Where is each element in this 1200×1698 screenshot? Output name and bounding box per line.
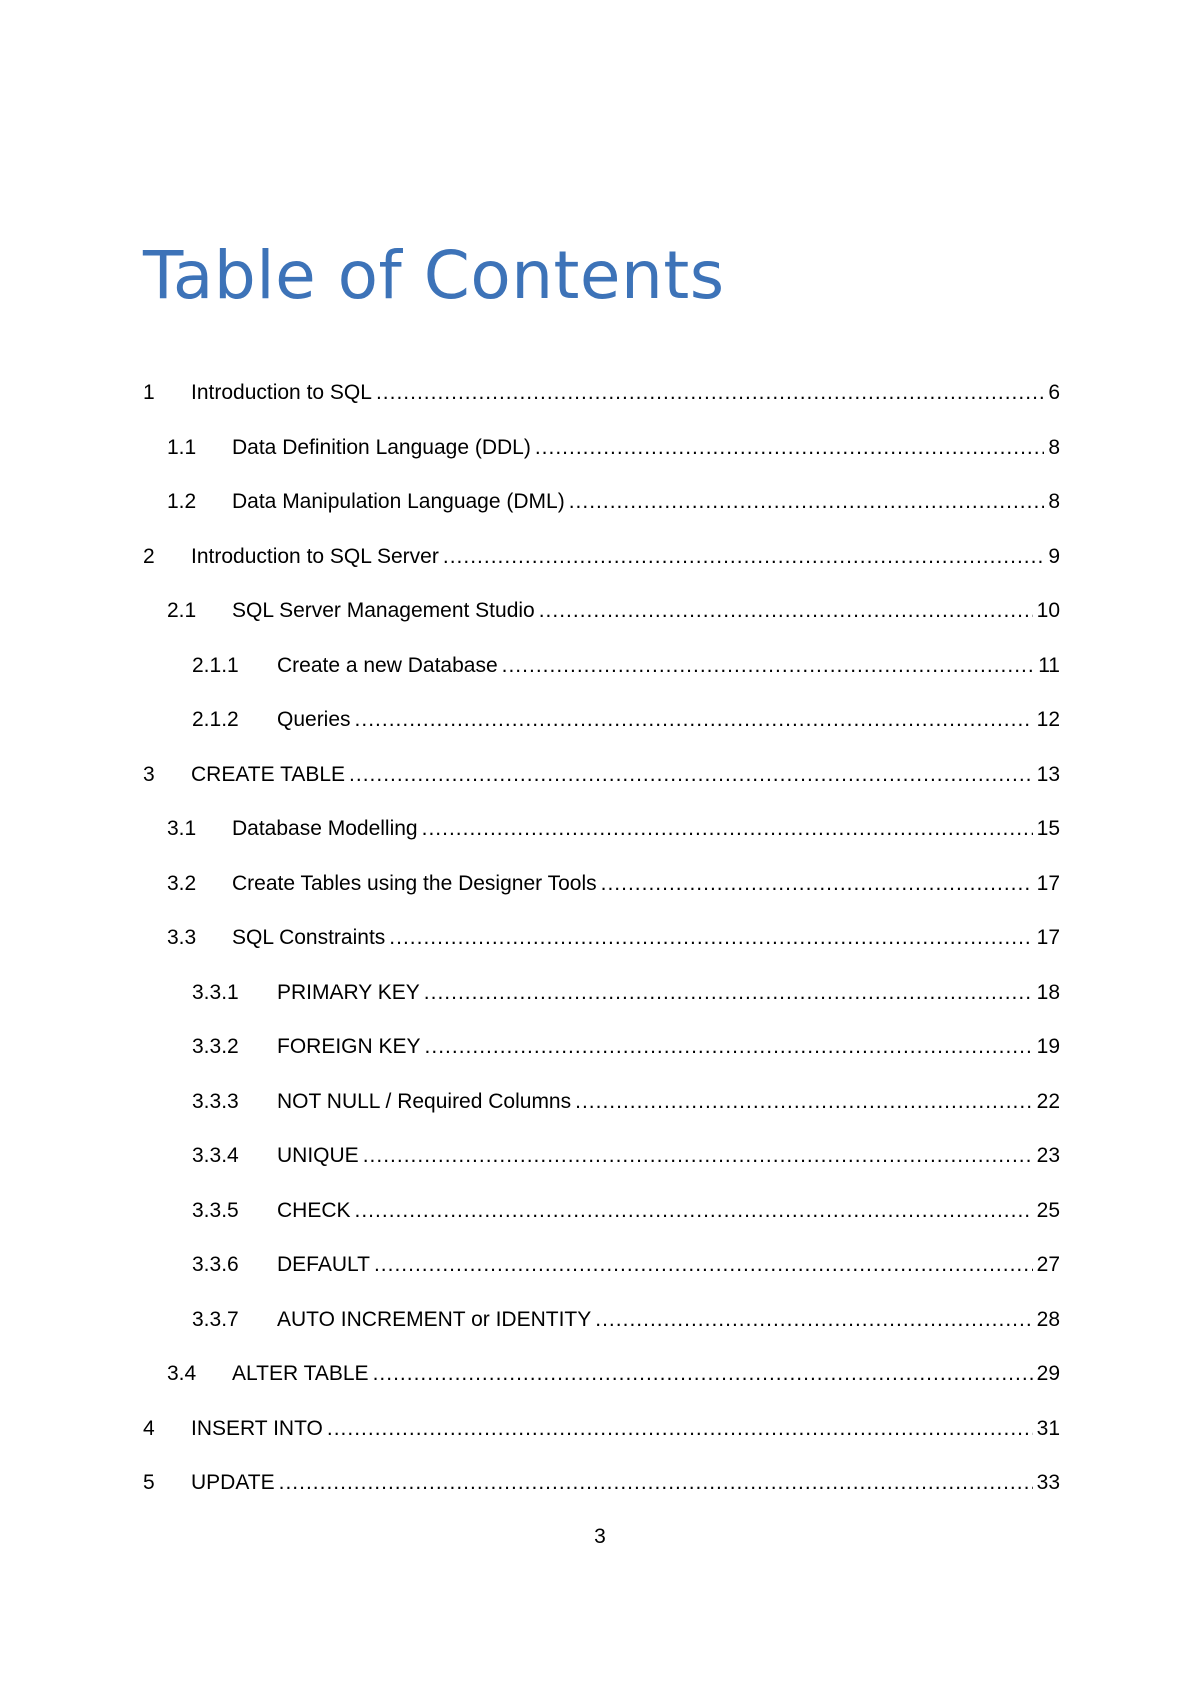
toc-entry-page: 9 [1048, 544, 1060, 568]
toc-entry-number: 3.1 [167, 817, 197, 841]
dot-leader [373, 1362, 1033, 1386]
toc-entry-page: 17 [1036, 926, 1060, 950]
toc-entry-body [277, 1199, 1060, 1223]
dot-leader [601, 872, 1033, 896]
toc-entry[interactable] [143, 1020, 1060, 1075]
toc-entry-body [232, 599, 1060, 623]
toc-entry-body [232, 436, 1060, 460]
toc-entry-number: 3 [143, 762, 155, 786]
toc-entry-body [232, 817, 1060, 841]
toc-entry-body [191, 1417, 1060, 1441]
toc-entry[interactable] [143, 1129, 1060, 1184]
dot-leader [363, 1144, 1033, 1168]
toc-entry-number: 3.3 [167, 926, 197, 950]
toc-entry-body [232, 926, 1060, 950]
dot-leader [424, 981, 1033, 1005]
dot-leader [443, 545, 1044, 569]
toc-entry-label: INSERT INTO [191, 1416, 323, 1440]
dot-leader [535, 436, 1044, 460]
toc-entry-number: 3.3.6 [192, 1253, 239, 1277]
dot-leader [374, 1253, 1033, 1277]
toc-entry-page: 11 [1038, 653, 1060, 677]
toc-entry-number: 2.1.2 [192, 708, 239, 732]
toc-entry-page: 29 [1036, 1362, 1060, 1386]
toc-entry-number: 3.3.1 [192, 980, 239, 1004]
toc-entry-label: Database Modelling [232, 817, 418, 841]
toc-entry-page: 8 [1048, 490, 1060, 514]
toc-entry-page: 17 [1036, 871, 1060, 895]
toc-entry-number: 3.4 [167, 1362, 197, 1386]
toc-entry-page: 18 [1036, 980, 1060, 1004]
dot-leader [422, 817, 1033, 841]
toc-entry-number: 3.3.3 [192, 1089, 239, 1113]
toc-entry[interactable] [143, 748, 1060, 803]
toc-entry-page: 33 [1036, 1471, 1060, 1495]
toc-entry-page: 27 [1036, 1253, 1060, 1277]
toc-entry[interactable] [143, 421, 1060, 476]
toc-entry-body [277, 1090, 1060, 1114]
toc-entry-label: Data Manipulation Language (DML) [232, 490, 565, 514]
page-title: Table of Contents [143, 237, 725, 314]
dot-leader [355, 708, 1033, 732]
dot-leader [279, 1471, 1033, 1495]
toc-entry-body [277, 1144, 1060, 1168]
toc-entry-page: 25 [1036, 1198, 1060, 1222]
toc-entry[interactable] [143, 584, 1060, 639]
toc-entry-number: 3.3.5 [192, 1198, 239, 1222]
toc-entry-body [277, 981, 1060, 1005]
toc-entry[interactable] [143, 639, 1060, 694]
toc-entry-body [277, 708, 1060, 732]
toc-entry-label: Data Definition Language (DDL) [232, 435, 531, 459]
toc-entry-number: 3.3.7 [192, 1307, 239, 1331]
toc-entry-label: FOREIGN KEY [277, 1035, 421, 1059]
toc-entry-body [191, 545, 1060, 569]
toc-entry-page: 6 [1048, 381, 1060, 405]
toc-entry-label: Queries [277, 708, 351, 732]
toc-entry[interactable] [143, 366, 1060, 421]
toc-entry[interactable] [143, 693, 1060, 748]
dot-leader [355, 1199, 1033, 1223]
toc-entry-label: NOT NULL / Required Columns [277, 1089, 572, 1113]
toc-entry-label: Introduction to SQL [191, 381, 372, 405]
toc-entry-page: 19 [1036, 1035, 1060, 1059]
dot-leader [349, 763, 1033, 787]
toc-entry-page: 12 [1036, 708, 1060, 732]
toc-entry-label: UPDATE [191, 1471, 275, 1495]
toc-entry-label: Create a new Database [277, 653, 498, 677]
toc-entry-page: 23 [1036, 1144, 1060, 1168]
toc-entry-label: Introduction to SQL Server [191, 544, 439, 568]
dot-leader [425, 1035, 1033, 1059]
toc-entry-number: 3.3.2 [192, 1035, 239, 1059]
toc-entry-number: 2.1 [167, 599, 197, 623]
dot-leader [376, 381, 1044, 405]
toc-entry-number: 3.2 [167, 871, 197, 895]
toc-entry-body [232, 490, 1060, 514]
toc-entry[interactable] [143, 1184, 1060, 1239]
toc-entry-label: ALTER TABLE [232, 1362, 369, 1386]
toc-entry-page: 28 [1036, 1307, 1060, 1331]
toc-entry[interactable] [143, 1347, 1060, 1402]
toc-entry-body [277, 654, 1060, 678]
toc-entry-page: 31 [1036, 1416, 1060, 1440]
toc-entry-body [232, 872, 1060, 896]
toc-entry[interactable] [143, 1402, 1060, 1457]
dot-leader [327, 1417, 1033, 1441]
toc-entry-number: 1 [143, 381, 155, 405]
toc-entry[interactable] [143, 802, 1060, 857]
toc-entry-number: 1.2 [167, 490, 197, 514]
toc-entry-number: 3.3.4 [192, 1144, 239, 1168]
toc-entry-page: 22 [1036, 1089, 1060, 1113]
page-number: 3 [594, 1525, 606, 1548]
toc-entry[interactable] [143, 1238, 1060, 1293]
toc-list [143, 366, 1060, 1511]
dot-leader [595, 1308, 1032, 1332]
toc-entry-number: 2.1.1 [192, 653, 239, 677]
toc-entry[interactable] [143, 857, 1060, 912]
toc-entry-label: SQL Server Management Studio [232, 599, 535, 623]
toc-entry-page: 13 [1036, 762, 1060, 786]
dot-leader [539, 599, 1033, 623]
toc-entry[interactable] [143, 966, 1060, 1021]
toc-entry-label: DEFAULT [277, 1253, 370, 1277]
dot-leader [569, 490, 1045, 514]
toc-entry-body [232, 1362, 1060, 1386]
toc-entry-number: 5 [143, 1471, 155, 1495]
toc-entry-label: Create Tables using the Designer Tools [232, 871, 597, 895]
toc-entry-body [277, 1308, 1060, 1332]
toc-entry-label: UNIQUE [277, 1144, 359, 1168]
toc-entry[interactable] [143, 1456, 1060, 1511]
toc-entry-number: 4 [143, 1416, 155, 1440]
toc-entry-page: 10 [1036, 599, 1060, 623]
toc-entry-page: 8 [1048, 435, 1060, 459]
toc-entry-body [191, 1471, 1060, 1495]
dot-leader [575, 1090, 1033, 1114]
toc-entry[interactable] [143, 911, 1060, 966]
dot-leader [502, 654, 1035, 678]
toc-entry-label: PRIMARY KEY [277, 980, 420, 1004]
toc-entry-body [277, 1253, 1060, 1277]
toc-entry[interactable] [143, 1293, 1060, 1348]
dot-leader [389, 926, 1032, 950]
toc-entry-label: CHECK [277, 1198, 351, 1222]
toc-entry-label: SQL Constraints [232, 926, 386, 950]
toc-entry[interactable] [143, 530, 1060, 585]
toc-entry[interactable] [143, 1075, 1060, 1130]
toc-entry-page: 15 [1036, 817, 1060, 841]
toc-entry[interactable] [143, 475, 1060, 530]
toc-entry-body [191, 763, 1060, 787]
toc-entry-body [191, 381, 1060, 405]
toc-entry-label: AUTO INCREMENT or IDENTITY [277, 1307, 592, 1331]
toc-entry-label: CREATE TABLE [191, 762, 346, 786]
toc-entry-body [277, 1035, 1060, 1059]
toc-entry-number: 1.1 [167, 435, 197, 459]
toc-entry-number: 2 [143, 544, 155, 568]
